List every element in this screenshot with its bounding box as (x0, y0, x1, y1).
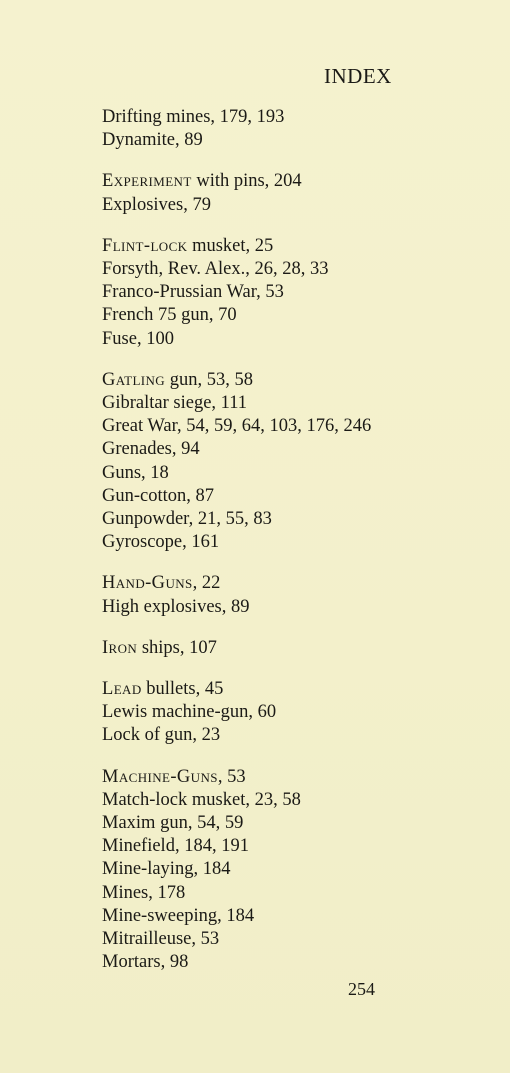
index-entry-text: Lewis machine-gun, 60 (102, 702, 277, 723)
index-letter-group (102, 678, 502, 748)
index-entry (102, 678, 502, 701)
page-number: 254 (348, 979, 375, 999)
index-entry-text: Gunpowder, 21, 55, 83 (102, 509, 272, 530)
index-entry (102, 170, 502, 193)
index-entry-heading: Experiment (102, 171, 192, 192)
index-entry-text: High explosives, 89 (102, 596, 250, 617)
index-entry-text: Minefield, 184, 191 (102, 836, 249, 857)
index-entry-text: Maxim gun, 54, 59 (102, 813, 244, 834)
index-entry-heading: Machine-Guns (102, 766, 218, 787)
index-entry-text: , 53 (217, 766, 246, 787)
page-header-title: INDEX (324, 64, 392, 88)
index-entry-text: Mortars, 98 (102, 952, 189, 973)
index-entry (102, 129, 502, 152)
index-entry (102, 882, 502, 905)
index-entry-text: Franco-Prussian War, 53 (102, 282, 284, 303)
index-entry-text: French 75 gun, 70 (102, 305, 237, 326)
index-letter-group (102, 235, 502, 351)
index-entry-text: bullets, 45 (141, 679, 224, 700)
index-entry-text: Fuse, 100 (102, 328, 174, 349)
index-entry (102, 106, 502, 129)
index-entry (102, 905, 502, 928)
index-entry-heading: Iron (102, 637, 138, 658)
index-entry-text: with pins, 204 (191, 171, 302, 192)
index-entry-text: Grenades, 94 (102, 439, 200, 460)
index-entry (102, 701, 502, 724)
index-entry-text: Guns, 18 (102, 462, 169, 483)
index-letter-group (102, 170, 502, 216)
index-entry-text: Gibraltar siege, 111 (102, 393, 248, 414)
index-entry-text: Great War, 54, 59, 64, 103, 176, 246 (102, 416, 372, 437)
index-entry (102, 438, 502, 461)
index-entry (102, 766, 502, 789)
index-entry (102, 835, 502, 858)
index-entry (102, 194, 502, 217)
index-entry-text: Gun-cotton, 87 (102, 485, 215, 506)
index-entry-text: Dynamite, 89 (102, 130, 203, 151)
index-entry (102, 928, 502, 951)
index-entry (102, 637, 502, 660)
index-entry-heading: Gatling (102, 369, 166, 390)
index-entry (102, 462, 502, 485)
index-entry-text: Mitrailleuse, 53 (102, 929, 220, 950)
index-entry-text: gun, 53, 58 (165, 369, 253, 390)
index-entry-text: Mine-laying, 184 (102, 859, 231, 880)
index-entry-text: Forsyth, Rev. Alex., 26, 28, 33 (102, 259, 329, 280)
index-letter-group (102, 369, 502, 555)
index-entry-text: Explosives, 79 (102, 194, 211, 215)
index-entry-text: Match-lock musket, 23, 58 (102, 789, 301, 810)
index-entry-text: Mine-sweeping, 184 (102, 905, 255, 926)
index-entry-text: ships, 107 (137, 637, 217, 658)
index-entry (102, 789, 502, 812)
index-entry (102, 304, 502, 327)
index-entry (102, 812, 502, 835)
index-entry-heading: Lead (102, 679, 142, 700)
index-entry-text: , 22 (192, 573, 221, 594)
index-entry (102, 415, 502, 438)
index-entry (102, 858, 502, 881)
index-letter-group (102, 106, 502, 152)
index-letter-group (102, 572, 502, 618)
index-entry (102, 392, 502, 415)
index-entry-heading: Hand-Guns (102, 573, 193, 594)
index-entry (102, 328, 502, 351)
index-entry-text: Mines, 178 (102, 882, 186, 903)
index-entry (102, 281, 502, 304)
index-entry (102, 485, 502, 508)
index-entry (102, 724, 502, 747)
index-entry-text: Lock of gun, 23 (102, 725, 221, 746)
index-entry (102, 951, 502, 974)
index-entry (102, 572, 502, 595)
index-entry (102, 258, 502, 281)
index-entry-text: Drifting mines, 179, 193 (102, 107, 285, 127)
index-entry-text: Gyroscope, 161 (102, 532, 220, 553)
index-entry-heading: Flint-lock (102, 235, 188, 256)
index-entry (102, 596, 502, 619)
index-entry (102, 531, 502, 554)
index-entry (102, 508, 502, 531)
index-entry (102, 235, 502, 258)
index-letter-group (102, 766, 502, 975)
index-letter-group (102, 637, 502, 660)
index-entries (102, 106, 502, 975)
index-entry (102, 369, 502, 392)
index-entry-text: musket, 25 (187, 235, 274, 256)
